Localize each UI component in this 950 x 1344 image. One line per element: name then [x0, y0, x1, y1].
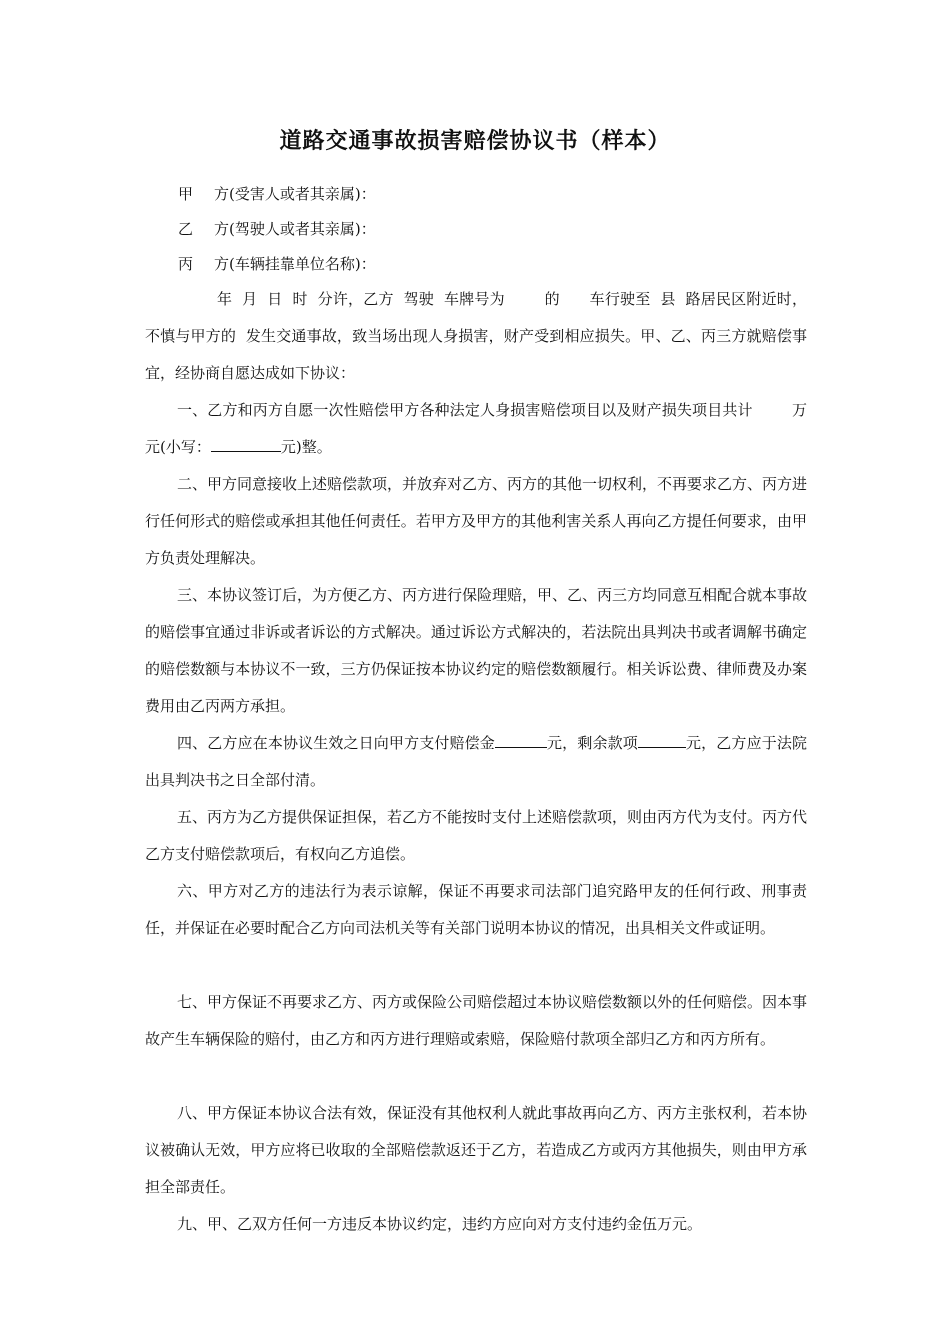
intro-paragraph: 年 月 日 时 分许，乙方 驾驶 车牌号为 的 车行驶至 县 路居民区附近时，不慎与甲方的 发生交通事故，致当场出现人身损害，财产受到相应损失。甲、乙、丙三方就赔偿事宜，经协商自愿达成如下协议：: [145, 290, 807, 382]
clause-1-text-after: 元)整。: [280, 438, 332, 456]
clause-3: 三、本协议签订后，为方便乙方、丙方进行保险理赔，甲、乙、丙三方均同意互相配合就本事故的赔偿事宜通过非诉或者诉讼的方式解决。通过诉讼方式解决的，若法院出具判决书或者调解书确定的赔偿数额与本协议不一致，三方仍保证按本协议约定的赔偿数额履行。相关诉讼费、律师费及办案费用由乙丙两方承担。: [145, 586, 808, 715]
party-c-label: 丙: [178, 255, 194, 273]
clause-9: 九、甲、乙双方任何一方违反本协议约定，违约方应向对方支付违约金伍万元。: [177, 1215, 703, 1233]
clause-4: [145, 725, 807, 799]
clause-8: 八、甲方保证本协议合法有效，保证没有其他权利人就此事故再向乙方、丙方主张权利，若本协议被确认无效，甲方应将已收取的全部赔偿款返还于乙方，若造成乙方或丙方其他损失，则由甲方承担全部责任。: [145, 1104, 808, 1196]
clause-4-part-3: 元，乙方应于法院出具判决书之日全部付清。: [145, 734, 807, 789]
party-b-label: 乙: [178, 220, 194, 238]
clause-6: 六、甲方对乙方的违法行为表示谅解，保证不再要求司法部门追究路甲友的任何行政、刑事责任，并保证在必要时配合乙方向司法机关等有关部门说明本协议的情况，出具相关文件或证明。: [145, 882, 807, 937]
party-c-text: 方(车辆挂靠单位名称)：: [214, 255, 376, 273]
party-a-text: 方(受害人或者其亲属)：: [214, 185, 376, 203]
party-b-line: [178, 218, 376, 240]
clause-4-part-1: 四、乙方应在本协议生效之日向甲方支付赔偿金: [177, 734, 495, 752]
document-title: 道路交通事故损害赔偿协议书（样本）: [279, 128, 671, 154]
party-c-line: [178, 253, 376, 275]
party-a-label: 甲: [178, 185, 194, 203]
amount-blank: [211, 435, 281, 452]
party-b-text: 方(驾驶人或者其亲属)：: [214, 220, 376, 238]
payment-blank: [495, 731, 547, 748]
clause-2: 二、甲方同意接收上述赔偿款项，并放弃对乙方、丙方的其他一切权利，不再要求乙方、丙方进行任何形式的赔偿或承担其他任何责任。若甲方及甲方的其他利害关系人再向乙方提任何要求，由甲方负责处理解决。: [145, 475, 808, 567]
clause-1-text-before: 一、乙方和丙方自愿一次性赔偿甲方各种法定人身损害赔偿项目以及财产损失项目共计 万元(小写：: [145, 401, 807, 456]
clause-4-part-2: 元，剩余款项: [546, 734, 638, 752]
clause-5: 五、丙方为乙方提供保证担保，若乙方不能按时支付上述赔偿款项，则由丙方代为支付。丙方代乙方支付赔偿款项后，有权向乙方追偿。: [145, 808, 808, 863]
clause-1: [145, 392, 807, 466]
remaining-blank: [638, 731, 686, 748]
party-a-line: [178, 183, 376, 205]
clause-7: 七、甲方保证不再要求乙方、丙方或保险公司赔偿超过本协议赔偿数额以外的任何赔偿。因本事故产生车辆保险的赔付，由乙方和丙方进行理赔或索赔，保险赔付款项全部归乙方和丙方所有。: [145, 993, 808, 1048]
